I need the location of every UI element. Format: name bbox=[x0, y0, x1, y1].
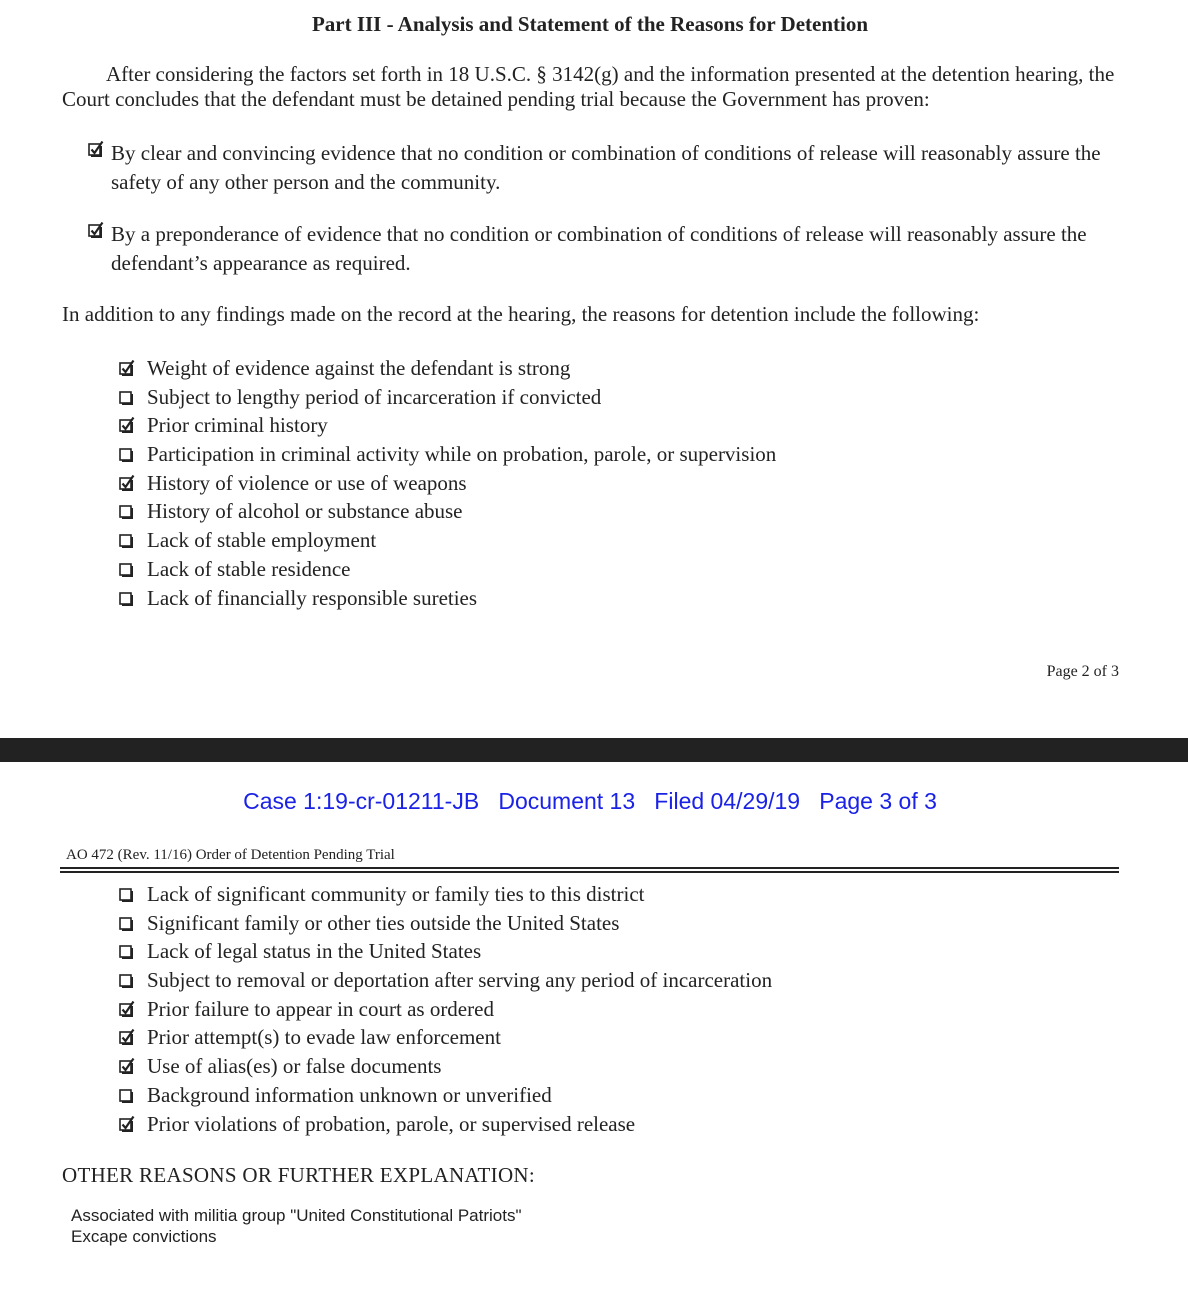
checked-box-icon[interactable] bbox=[119, 1029, 135, 1045]
unchecked-box-icon[interactable] bbox=[119, 972, 135, 988]
reason-text: Weight of evidence against the defendant is strong bbox=[147, 356, 571, 380]
other-reasons-line: Excape convictions bbox=[71, 1227, 217, 1246]
unchecked-box-icon[interactable] bbox=[119, 943, 135, 959]
reason-text: Lack of significant community or family ties to this district bbox=[147, 882, 645, 906]
reason-item bbox=[119, 383, 776, 412]
reason-item bbox=[119, 555, 776, 584]
reason-text: Subject to lengthy period of incarceration if convicted bbox=[147, 384, 602, 409]
finding-text: By a preponderance of evidence that no condition or combination of conditions of release will reasonably assure the defendant’s appearance as required. bbox=[111, 222, 1087, 275]
reason-list-page-3 bbox=[119, 880, 772, 1138]
intro-paragraph: After considering the factors set forth in 18 U.S.C. § 3142(g) and the information presented at the detention hearing, the Court concludes that the defendant must be detained pending trial because the Government has proven: bbox=[62, 62, 1115, 111]
additional-reasons-intro: In addition to any findings made on the record at the hearing, the reasons for detention include the following: bbox=[62, 302, 980, 326]
reason-item bbox=[119, 497, 776, 526]
checked-box-icon[interactable] bbox=[119, 1001, 135, 1017]
checked-box-icon[interactable] bbox=[119, 417, 135, 433]
finding-clear-convincing bbox=[88, 139, 1108, 197]
header-rule bbox=[60, 867, 1119, 873]
finding-text: By clear and convincing evidence that no condition or combination of conditions of release will reasonably assure the safety of any other person and the community. bbox=[111, 141, 1101, 194]
reason-text: History of alcohol or substance abuse bbox=[147, 499, 463, 524]
checked-box-icon[interactable] bbox=[119, 360, 135, 376]
reason-text: Lack of financially responsible sureties bbox=[147, 585, 478, 610]
checked-box-icon[interactable] bbox=[119, 1116, 135, 1132]
reason-list-page-2 bbox=[119, 354, 776, 612]
reason-item bbox=[119, 1081, 772, 1110]
reason-text: Subject to removal or deportation after serving any period of incarceration bbox=[147, 968, 773, 993]
reason-item bbox=[119, 1052, 772, 1081]
reason-item bbox=[119, 1023, 772, 1052]
reason-text: Lack of stable employment bbox=[147, 528, 377, 553]
reason-item bbox=[119, 469, 776, 498]
reason-text: History of violence or use of weapons bbox=[147, 470, 467, 495]
checkbox-icon[interactable] bbox=[88, 141, 104, 157]
reason-text: Prior violations of probation, parole, or supervised release bbox=[147, 1111, 636, 1136]
reason-text: Lack of legal status in the United States bbox=[147, 939, 482, 964]
unchecked-box-icon[interactable] bbox=[119, 590, 135, 606]
unchecked-box-icon[interactable] bbox=[119, 532, 135, 548]
part-iii-title: Part III - Analysis and Statement of the Reasons for Detention bbox=[311, 12, 869, 36]
reason-text: Prior attempt(s) to evade law enforcement bbox=[147, 1025, 501, 1050]
case-header: Case 1:19-cr-01211-JB Document 13 Filed 04/29/19 Page 3 of 3 bbox=[243, 788, 937, 814]
reason-item bbox=[119, 1110, 772, 1139]
unchecked-box-icon[interactable] bbox=[119, 503, 135, 519]
unchecked-box-icon[interactable] bbox=[119, 915, 135, 931]
reason-text: Lack of stable residence bbox=[147, 556, 351, 581]
reason-text: Background information unknown or unverified bbox=[147, 1082, 552, 1107]
unchecked-box-icon[interactable] bbox=[119, 1087, 135, 1103]
other-reasons-text bbox=[71, 1205, 522, 1247]
reason-item bbox=[119, 937, 772, 966]
checked-box-icon[interactable] bbox=[119, 1058, 135, 1074]
form-identifier: AO 472 (Rev. 11/16) Order of Detention Pending Trial bbox=[66, 847, 395, 863]
reason-text: Prior failure to appear in court as ordered bbox=[147, 996, 494, 1021]
reason-text: Participation in criminal activity while on probation, parole, or supervision bbox=[147, 442, 777, 467]
reason-item bbox=[119, 995, 772, 1024]
other-reasons-line: Associated with militia group "United Constitutional Patriots" bbox=[71, 1206, 522, 1225]
reason-item bbox=[119, 411, 776, 440]
other-reasons-heading: OTHER REASONS OR FURTHER EXPLANATION: bbox=[62, 1163, 536, 1187]
reason-item bbox=[119, 909, 772, 938]
finding-preponderance bbox=[88, 220, 1108, 278]
page-number: Page 2 of 3 bbox=[1046, 663, 1119, 680]
reason-text: Use of alias(es) or false documents bbox=[147, 1054, 442, 1079]
unchecked-box-icon[interactable] bbox=[119, 446, 135, 462]
page-separator bbox=[0, 738, 1188, 762]
unchecked-box-icon[interactable] bbox=[119, 561, 135, 577]
reason-item bbox=[119, 966, 772, 995]
unchecked-box-icon[interactable] bbox=[119, 389, 135, 405]
reason-item bbox=[119, 440, 776, 469]
reason-item bbox=[119, 880, 772, 909]
reason-item bbox=[119, 526, 776, 555]
checked-box-icon[interactable] bbox=[119, 475, 135, 491]
reason-text: Significant family or other ties outside the United States bbox=[147, 910, 620, 935]
reason-text: Prior criminal history bbox=[147, 413, 328, 438]
reason-item bbox=[119, 584, 776, 613]
checkbox-icon[interactable] bbox=[88, 222, 104, 238]
reason-item bbox=[119, 354, 776, 383]
unchecked-box-icon[interactable] bbox=[119, 886, 135, 902]
